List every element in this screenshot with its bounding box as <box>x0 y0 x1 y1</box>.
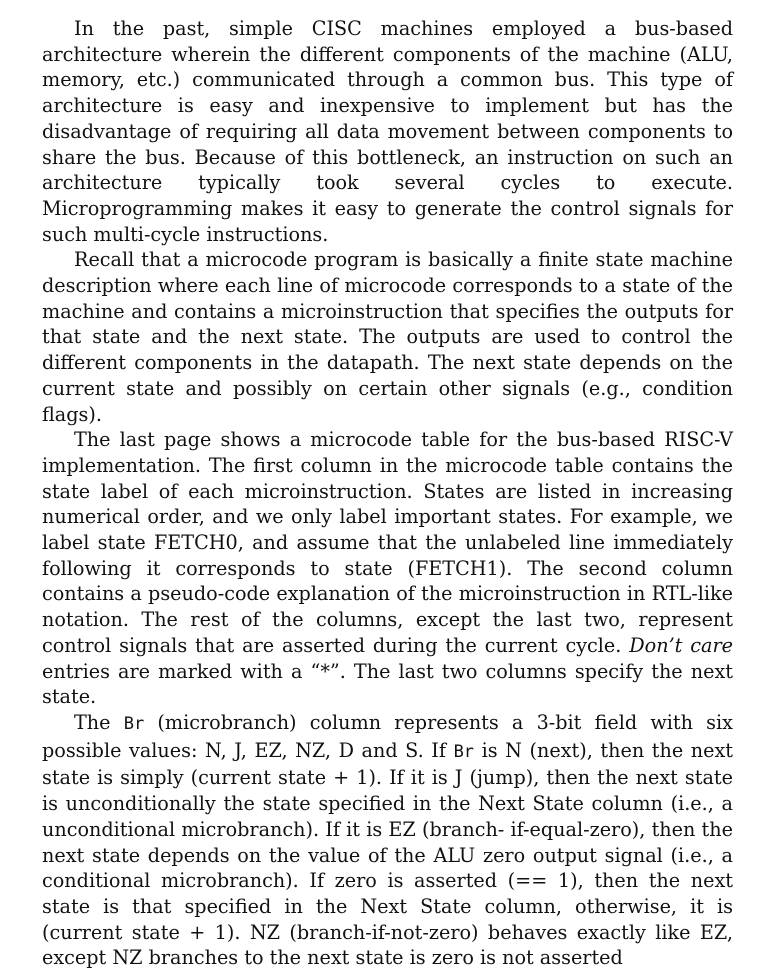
br-field-code: Br <box>123 713 145 734</box>
paragraph-microbranch <box>42 710 733 971</box>
paragraph-microbranch-start: The <box>74 710 111 734</box>
dont-care-term: Don’t care <box>629 633 733 657</box>
paragraph-microbranch-rest: is N (next), then the next state is simply (current state + 1). If it is J (jump), then the next state is unconditionally the state specified in the Next State column (i.e., a unconditional microbranch). If it is EZ (branch- if-equal-zero), then the next state depends on the value of the ALU zero output signal (i.e., a conditional microbranch). If zero is asserted (== 1), then the next state is that specified in the Next State column, otherwise, it is (current state + 1). NZ (branch-if-not-zero) behaves exactly like EZ, except NZ branches to the next state is zero is not asserted <box>42 738 733 970</box>
paragraph-microcode-table <box>42 427 733 710</box>
paragraph-microcode-fsm: Recall that a microcode program is basically a finite state machine description where each line of microcode corresponds to a state of the machine and contains a microinstruction that specifies the outputs for that state and the next state. The outputs are used to control the different components in the datapath. The next state depends on the current state and possibly on certain other signals (e.g., condition flags). <box>42 248 733 426</box>
paragraph-microcode-table-text: The last page shows a microcode table for the bus-based RISC-V implementation. The first column in the microcode table contains the state label of each microinstruction. States are listed in increasing numerical order, and we only label important states. For example, we label state FETCH0, and assume that the unlabeled line immediately following it corresponds to state (FETCH1). The second column contains a pseudo-code explanation of the microinstruction in RTL-like notation. The rest of the columns, except the last two, represent control signals that are asserted during the current cycle. <box>42 428 733 657</box>
paragraph-microcode-table-text-end: entries are marked with a “*”. The last two columns specify the next state. <box>42 659 733 709</box>
br-field-code-2: Br <box>453 741 475 762</box>
paragraph-microbranch-values: (microbranch) column represents a 3-bit field with six possible values: N, J, EZ, NZ, D and S. If <box>42 710 733 762</box>
paragraph-cisc-bus-architecture: In the past, simple CISC machines employed a bus-based architecture wherein the different components of the machine (ALU, memory, etc.) communicated through a common bus. This type of architecture is easy and inexpensive to implement but has the disadvantage of requiring all data movement between components to share the bus. Because of this bottleneck, an instruction on such an architecture typically took several cycles to execute. Microprogramming makes it easy to generate the control signals for such multi-cycle instructions. <box>42 17 733 246</box>
